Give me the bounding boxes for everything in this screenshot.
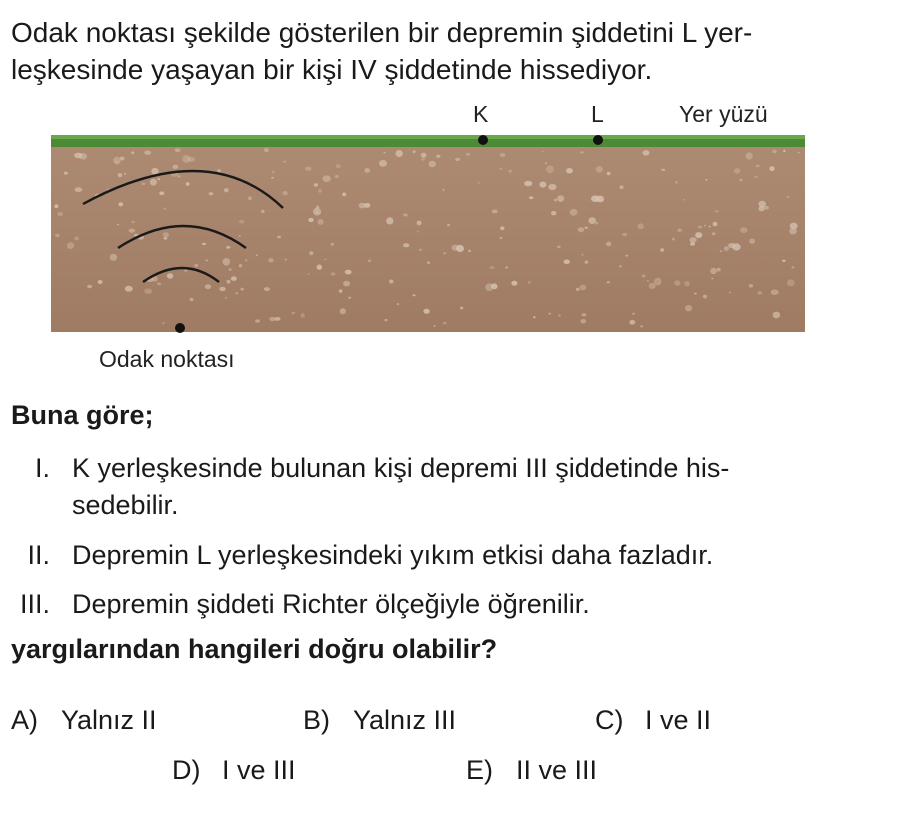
pebble <box>239 235 241 237</box>
pebble <box>675 181 678 184</box>
pebble <box>694 293 697 295</box>
label-l: L <box>591 101 604 127</box>
pebble <box>343 281 350 287</box>
focus-point-marker <box>175 323 185 333</box>
pebble <box>144 289 152 294</box>
pebble <box>500 153 506 157</box>
pebble <box>695 232 702 238</box>
pebble <box>225 297 228 299</box>
pebble <box>318 189 322 193</box>
pebble <box>307 273 309 275</box>
question-stem <box>11 14 871 88</box>
pebble <box>704 225 706 227</box>
pebble <box>277 236 281 238</box>
pebble <box>118 202 123 206</box>
pebble <box>443 322 447 324</box>
question-text: yargılarından hangileri doğru olabilir? <box>11 634 498 664</box>
pebble <box>339 290 343 294</box>
pebble <box>756 165 760 168</box>
pebble <box>248 197 252 201</box>
pebble <box>684 281 690 286</box>
pebble <box>625 255 628 257</box>
pebble <box>782 260 786 262</box>
label-surface: Yer yüzü <box>679 101 768 127</box>
pebble <box>219 287 225 291</box>
pebble <box>529 196 533 199</box>
pebble <box>478 182 480 184</box>
earthquake-figure <box>0 96 902 386</box>
pebble <box>677 229 682 232</box>
pebble <box>749 284 754 288</box>
pebble <box>226 246 230 249</box>
lead-text: Buna göre; <box>11 400 154 430</box>
pebble <box>683 199 685 201</box>
point-l-marker <box>593 135 603 145</box>
pebble <box>239 264 242 267</box>
pebble <box>564 260 570 265</box>
pebble <box>511 281 517 286</box>
choice-d-text: I ve III <box>222 755 296 785</box>
pebble <box>403 214 408 217</box>
pebble <box>67 242 74 249</box>
pebble <box>283 161 285 163</box>
pebble <box>397 303 400 305</box>
choice-e[interactable] <box>466 755 597 786</box>
pebble <box>558 314 561 317</box>
pebble <box>125 286 133 292</box>
pebble <box>272 171 275 173</box>
pebble <box>787 279 795 286</box>
pebble <box>256 255 258 256</box>
pebble <box>64 172 68 175</box>
pebble <box>729 292 731 294</box>
pebble <box>548 184 556 190</box>
pebble <box>187 157 195 162</box>
pebble <box>629 320 635 325</box>
pebble <box>167 273 173 279</box>
pebble <box>588 217 596 224</box>
pebble <box>227 280 231 284</box>
pebble <box>790 223 798 230</box>
statement-1-numeral: I. <box>34 453 50 483</box>
choice-d-letter: D) <box>172 755 201 785</box>
pebble <box>643 150 650 155</box>
pebble <box>703 295 707 299</box>
pebble <box>386 217 393 224</box>
pebble <box>335 175 339 178</box>
pebble <box>194 264 198 266</box>
choice-c-text: I ve II <box>645 705 712 735</box>
pebble <box>255 319 260 322</box>
pebble <box>698 226 702 229</box>
pebble <box>419 249 422 251</box>
choice-b-letter: B) <box>303 705 330 735</box>
pebble <box>322 175 330 182</box>
pebble <box>235 292 238 294</box>
pebble <box>710 268 717 274</box>
pebble <box>585 261 589 264</box>
statement-1-line-1: K yerleşkesinde bulunan kişi depremi III şiddetinde his- <box>72 453 730 483</box>
choice-e-text: II ve III <box>516 755 598 785</box>
choice-d[interactable] <box>172 755 296 786</box>
pebble <box>429 161 437 167</box>
statement-2 <box>0 537 902 577</box>
pebble <box>541 151 543 152</box>
pebble <box>455 158 460 161</box>
pebble <box>308 218 314 222</box>
pebble <box>131 221 134 224</box>
pebble <box>186 182 190 186</box>
pebble <box>54 204 58 208</box>
pebble <box>113 157 121 165</box>
pebble <box>619 185 623 189</box>
statement-3-numeral: III. <box>19 589 50 619</box>
pebble <box>772 150 777 154</box>
earthquake-diagram <box>0 96 902 386</box>
pebble <box>205 259 208 261</box>
pebble <box>172 165 178 169</box>
pebble <box>175 148 181 152</box>
pebble <box>580 285 587 291</box>
pebble <box>342 193 346 197</box>
pebble <box>554 199 557 202</box>
pebble <box>124 173 126 175</box>
pebble <box>436 155 440 158</box>
pebble <box>724 246 729 251</box>
choice-c[interactable] <box>595 705 711 736</box>
pebble <box>305 167 311 171</box>
pebble <box>505 267 508 269</box>
pebble <box>336 164 341 168</box>
pebble <box>264 148 269 152</box>
pebble <box>745 152 752 159</box>
pebble <box>159 191 164 195</box>
pebble <box>177 175 180 177</box>
pebble <box>578 227 585 232</box>
pebble <box>545 162 547 164</box>
pebble <box>231 276 237 281</box>
pebble <box>318 219 324 225</box>
pebble <box>110 254 117 261</box>
question-stem-line-2: leşkesinde yaşayan bir kişi IV şiddetinde hissediyor. <box>11 54 653 85</box>
pebble <box>647 280 649 282</box>
choice-b-text: Yalnız III <box>353 705 457 735</box>
pebble <box>456 245 464 252</box>
pebble <box>224 188 229 192</box>
pebble <box>720 250 723 252</box>
pebble <box>75 187 83 192</box>
pebble <box>596 166 603 172</box>
pebble <box>791 266 794 269</box>
pebble <box>55 234 59 238</box>
pebble <box>240 288 244 291</box>
pebble <box>157 178 160 180</box>
pebble <box>711 278 713 280</box>
pebble <box>557 246 561 248</box>
pebble <box>528 281 531 284</box>
pebble <box>466 153 470 156</box>
pebble <box>340 308 346 314</box>
pebble <box>709 226 711 228</box>
pebble <box>396 150 403 157</box>
pebble <box>129 229 136 233</box>
pebble <box>301 313 305 317</box>
pebble <box>622 233 627 236</box>
pebble <box>771 289 779 295</box>
pebble <box>117 224 119 226</box>
pebble <box>268 258 273 262</box>
question-stem-line-1: Odak noktası şekilde gösterilen bir depremin şiddetini L yer- <box>11 17 753 48</box>
pebble <box>434 325 436 327</box>
pebble <box>345 270 352 275</box>
pebble <box>144 151 151 155</box>
pebble <box>705 179 707 181</box>
pebble <box>491 283 498 289</box>
pebble <box>223 258 231 266</box>
pebble <box>764 206 769 210</box>
pebble <box>389 280 393 284</box>
pebble <box>368 259 372 262</box>
pebble <box>798 152 800 153</box>
pebble <box>584 227 588 229</box>
pebble <box>282 191 287 195</box>
pebble <box>546 165 554 173</box>
pebble <box>734 168 741 174</box>
pebble <box>773 312 781 319</box>
pebble <box>548 313 551 315</box>
pebble <box>261 210 264 213</box>
pebble <box>660 248 664 252</box>
pebble <box>162 322 165 324</box>
pebble <box>672 238 675 241</box>
pebble <box>758 206 764 211</box>
pebble <box>79 153 87 160</box>
pebble <box>427 261 430 264</box>
statement-3-line-1: Depremin şiddeti Richter ölçeğiyle öğrenilir. <box>72 589 590 619</box>
pebble <box>580 319 586 323</box>
pebble <box>638 223 644 229</box>
pebble <box>500 237 503 239</box>
pebble <box>783 150 786 152</box>
pebble <box>508 170 512 173</box>
choice-a-letter: A) <box>11 705 38 735</box>
pebble <box>264 287 270 291</box>
pebble <box>442 189 445 192</box>
pebble <box>417 221 422 226</box>
pebble <box>606 242 611 247</box>
pebble <box>551 211 556 215</box>
pebble <box>379 160 387 167</box>
pebble <box>163 232 169 237</box>
pebble <box>309 251 313 255</box>
pebble <box>533 316 536 318</box>
pebble <box>769 166 774 171</box>
pebble <box>619 265 622 267</box>
pebble <box>87 285 92 289</box>
label-k: K <box>473 101 489 127</box>
pebble <box>787 196 789 198</box>
pebble <box>581 254 583 256</box>
pebble <box>413 294 416 296</box>
pebble <box>654 278 662 286</box>
pebble <box>674 280 680 285</box>
pebble <box>239 220 244 224</box>
pebble <box>640 325 643 327</box>
pebble <box>314 183 318 186</box>
pebble <box>150 179 157 186</box>
pebble <box>245 259 248 261</box>
pebble <box>642 274 646 277</box>
pebble <box>566 168 573 173</box>
pebble <box>285 259 287 261</box>
pebble <box>271 177 274 179</box>
pebble <box>632 313 635 315</box>
choice-e-letter: E) <box>466 755 493 785</box>
pebble <box>163 208 166 210</box>
pebble <box>500 168 502 170</box>
pebble <box>205 284 211 289</box>
pebble <box>141 183 145 186</box>
pebble <box>492 210 498 214</box>
pebble <box>580 151 584 153</box>
pebble <box>539 182 546 188</box>
pebble <box>324 259 327 261</box>
pebble <box>74 237 79 241</box>
statement-1 <box>0 450 902 526</box>
pebble <box>413 150 416 153</box>
pebble <box>98 280 103 284</box>
pebble <box>364 168 370 173</box>
pebble <box>754 176 758 179</box>
pebble <box>447 224 450 227</box>
pebble <box>489 266 494 269</box>
pebble <box>758 291 763 294</box>
pebble <box>715 210 719 213</box>
pebble <box>317 265 323 270</box>
pebble <box>595 222 598 225</box>
pebble <box>423 309 429 314</box>
choice-c-letter: C) <box>595 705 624 735</box>
pebble <box>202 243 206 245</box>
pebble <box>557 195 564 202</box>
pebble <box>384 319 387 321</box>
choice-a[interactable] <box>11 705 157 736</box>
pebble <box>157 283 161 286</box>
pebble <box>524 181 532 187</box>
choice-b[interactable] <box>303 705 456 736</box>
pebble <box>690 237 697 242</box>
pebble <box>421 158 425 161</box>
pebble <box>468 250 471 252</box>
pebble <box>460 307 464 310</box>
pebble <box>582 313 587 316</box>
pebble <box>330 243 334 246</box>
pebble <box>576 288 579 291</box>
point-k-marker <box>478 135 488 145</box>
pebble <box>421 153 427 158</box>
pebble <box>229 268 232 270</box>
pebble <box>690 242 695 246</box>
pebble <box>661 169 665 171</box>
pebble <box>500 226 504 230</box>
pebble <box>209 192 214 195</box>
pebble <box>292 312 295 314</box>
pebble <box>607 172 611 175</box>
pebble <box>443 252 446 254</box>
pebble <box>331 272 336 275</box>
pebble <box>190 298 194 301</box>
pebble <box>164 237 168 240</box>
pebble <box>749 239 755 244</box>
pebble <box>403 243 409 247</box>
pebble <box>685 305 692 311</box>
statement-1-line-2: sedebilir. <box>72 490 179 520</box>
pebble <box>740 227 748 233</box>
pebble <box>118 173 122 177</box>
pebble <box>728 243 735 248</box>
pebble <box>739 179 742 182</box>
pebble <box>57 212 63 216</box>
pebble <box>570 209 578 216</box>
label-focus: Odak noktası <box>99 346 235 372</box>
pebble <box>364 203 370 208</box>
choice-a-text: Yalnız II <box>61 705 157 735</box>
pebble <box>712 222 717 227</box>
statement-2-line-1: Depremin L yerleşkesindeki yıkım etkisi daha fazladır. <box>72 540 714 570</box>
pebble <box>417 231 419 233</box>
pebble <box>348 297 351 299</box>
pebble <box>717 268 721 272</box>
pebble <box>269 317 276 321</box>
pebble <box>607 281 610 283</box>
pebble <box>131 151 134 154</box>
statement-3 <box>0 586 902 626</box>
pebble <box>712 232 716 235</box>
pebble <box>383 152 385 154</box>
pebble <box>313 208 321 216</box>
statement-2-numeral: II. <box>27 540 50 570</box>
pebble <box>591 195 599 202</box>
